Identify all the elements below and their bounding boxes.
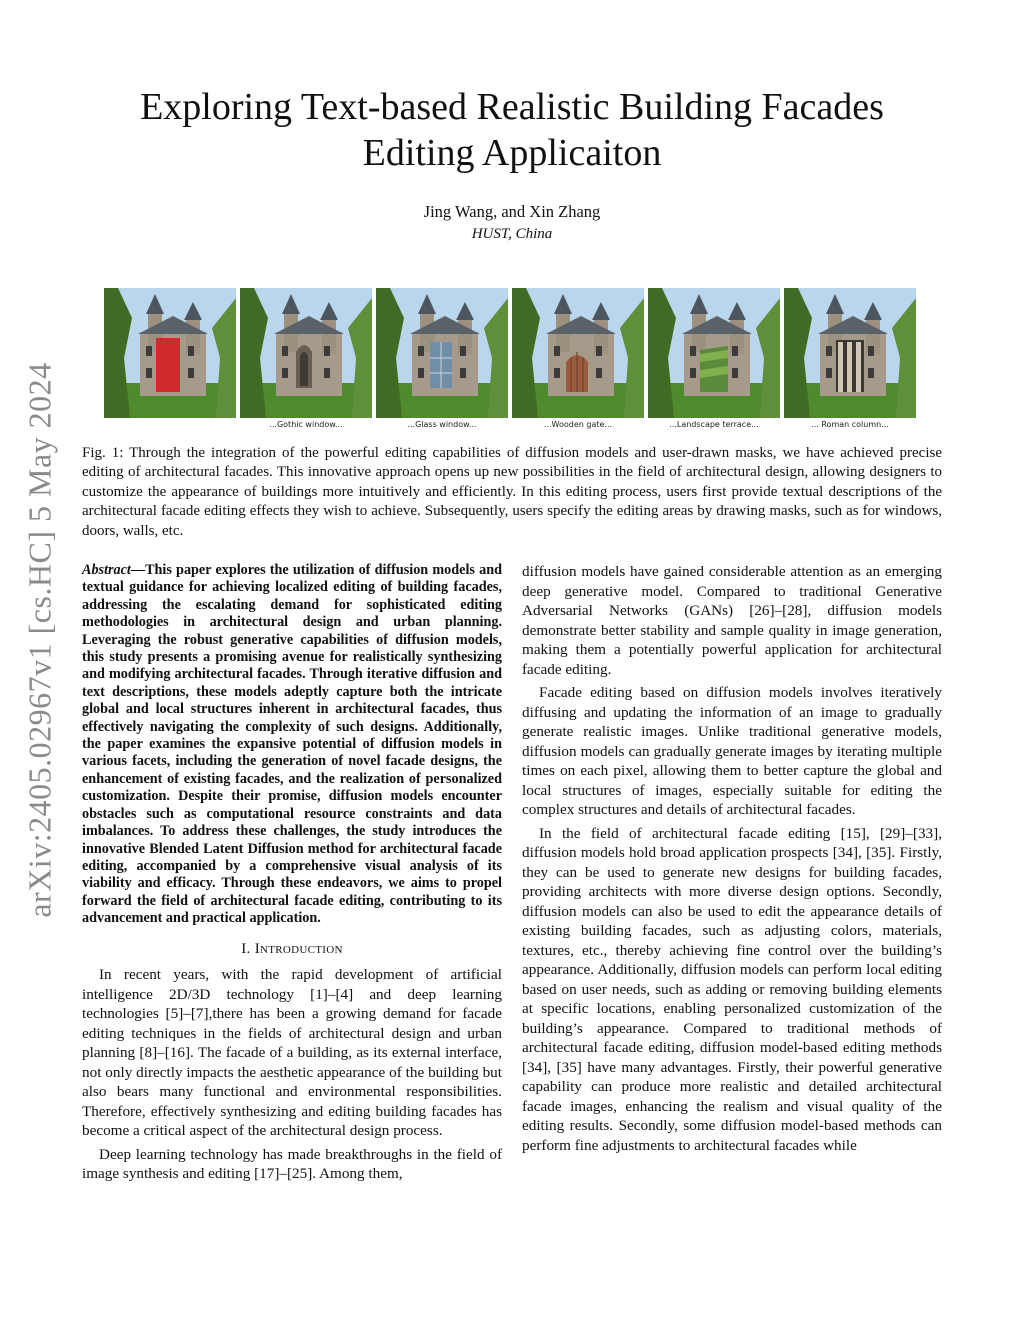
abstract-text: —This paper explores the utilization of diffusion models and textual guidance for achieving localized editing of building facades, addressing the escalating demand for sophisticated editing methodologies in architectural design and urban planning. Leveraging the robust generative capabilities of diffusion models, this study presents a promising avenue for realistically synthesizing and modifying architectural facades. Through iterative diffusion and text descriptions, these models adeptly capture both the intricate global and local structures inherent in architectural facades, thus effectively navigating the complexity of such designs. Additionally, the paper examines the expansive potential of diffusion models in various facets, including the generation of novel facade designs, the enhancement of existing facades, and the realization of personalized customization. Despite their promise, diffusion models encounter obstacles such as computational resource constraints and data imbalances. To address these challenges, the study introduces the innovative Blended Latent Diffusion method for architectural facade editing, accompanied by a comprehensive visual analysis of its viability and efficacy. Through these endeavors, we aims to propel forward the field of architectural facade editing, contributing to its advancement and practical application. — [82, 562, 502, 927]
panel-caption: ...Gothic window... — [269, 420, 343, 429]
castle-image — [104, 288, 236, 418]
section-numeral: I. — [241, 940, 251, 957]
figure-panel — [376, 288, 508, 429]
mask-region — [838, 342, 843, 392]
castle-image — [240, 288, 372, 418]
left-column — [82, 562, 502, 1184]
affiliation: HUST, China — [471, 226, 553, 242]
castle-image — [512, 288, 644, 418]
arxiv-identifier-text: arXiv:2405.02967v1 [cs.HC] 5 May 2024 — [21, 362, 58, 918]
figure-panel — [784, 288, 916, 429]
panel-caption: ... Roman column... — [811, 420, 889, 429]
intro-paragraph: Deep learning technology has made breakthroughs in the field of image synthesis and editing [17]–[25]. Among them, — [82, 1145, 502, 1183]
castle-image — [784, 288, 916, 418]
intro-paragraph: Facade editing based on diffusion models involves iteratively diffusing and updating the information of an image to gradually generate realistic images. Unlike traditional generative models, diffusion models can gradually generate images by iterating multiple times on each pixel, allowing them to better capture the global and local structures of images, especially suitable for editing the complex structures and details of architectural facades. — [522, 684, 942, 818]
arxiv-identifier — [10, 350, 70, 930]
title-line-2: Editing Applicaiton — [362, 132, 662, 174]
intro-paragraph: In the field of architectural facade editing [15], [29]–[33], diffusion models hold broad application prospects [34], [35]. Firstly, they can be used to generate new designs for building facades, providing architects with more diverse design options. Secondly, diffusion models can also be used to edit the appearance details of existing building facades, such as adjusting colors, materials, textures, etc., thereby achieving fine control over the building’s appearance. Additionally, diffusion models can perform local editing based on user needs, such as adding or removing building elements at specific locations, enabling personalized customization of the building’s appearance. Compared to traditional methods of architectural facade editing, diffusion model-based editing methods [34], [35] have many advantages. Firstly, their powerful generative capability can produce more realistic and detailed architectural facade images, enhancing the realism and visual quality of the editing results. Secondly, some diffusion model-based methods can perform fine adjustments to architectural facades while — [522, 824, 942, 1154]
panel-caption: ...Glass window... — [407, 420, 477, 429]
abstract-label: Abstract — [82, 562, 131, 578]
panel-caption: ...Wooden gate... — [543, 420, 613, 429]
figure-panel — [240, 288, 372, 429]
figure-panel — [648, 288, 780, 429]
figure-panel — [512, 288, 644, 429]
figure-panel — [104, 288, 236, 420]
figure-caption: Fig. 1: Through the integration of the powerful editing capabilities of diffusion models and user-drawn masks, we have achieved precise editing of architectural facades. This innovative approach opens up new possibilities in the field of architectural design, allowing designers to customize the appearance of buildings more intuitively and efficiently. In this editing process, users first provide textual descriptions of the architectural facade editing effects they wish to achieve. Subsequently, users specify the editing areas by drawing masks, such as for windows, doors, walls, etc. — [82, 445, 942, 539]
figure-1 — [104, 288, 916, 436]
castle-image — [376, 288, 508, 418]
mask-region — [156, 338, 180, 392]
intro-paragraph: diffusion models have gained considerable attention as an emerging deep generative model. Compared to traditional Generative Adversarial Networks (GANs) [26]–[28], diffusion models demonstrate better stability and sample quality in image generation, making them a potentially powerful application for architectural facade editing. — [522, 563, 942, 678]
authors: Jing Wang, and Xin Zhang — [423, 202, 601, 221]
paper-title — [100, 84, 924, 176]
section-title: Introduction — [254, 940, 343, 957]
abstract — [82, 562, 502, 928]
title-line-1: Exploring Text-based Realistic Building Facades — [140, 86, 884, 128]
section-heading — [82, 940, 502, 960]
castle-image — [648, 288, 780, 418]
right-column — [522, 562, 942, 1155]
intro-paragraph: In recent years, with the rapid development of artificial intelligence 2D/3D technology [1]–[4] and deep learning technologies [5]–[7],there has been a growing demand for facade editing techniques in the fields of architectural design and urban planning [8]–[16]. The facade of a building, as its external interface, not only directly impacts the aesthetic appearance of the building but also bears many functional and environmental responsibilities. Therefore, effectively synthesizing and editing building facades has become a critical aspect of the architectural design process. — [82, 966, 502, 1140]
panel-caption: ...Landscape terrace... — [669, 420, 759, 429]
